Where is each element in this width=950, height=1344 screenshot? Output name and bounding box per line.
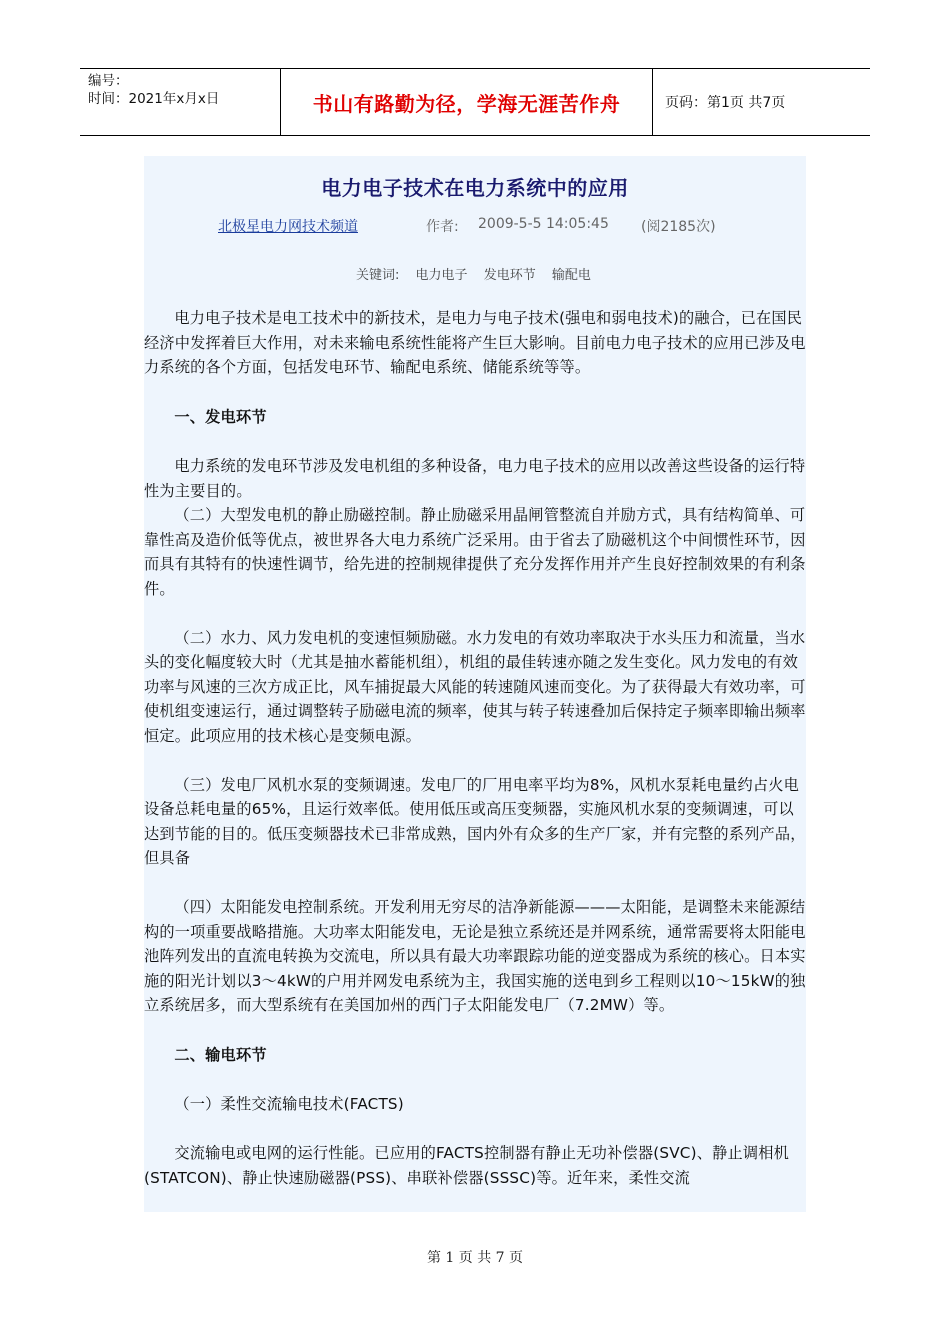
- paragraph: （二）大型发电机的静止励磁控制。静止励磁采用晶闸管整流自并励方式，具有结构简单、可靠性高及造价低等优点，被世界各大电力系统广泛采用。由于省去了励磁机这个中间惯性环节，因而具有其特有的快速性调节，给先进的控制规律提供了充分发挥作用并产生良好控制效果的有利条件。: [144, 506, 806, 598]
- subheading: （一）柔性交流输电技术(FACTS): [174, 1095, 404, 1113]
- author-label: 作者:: [426, 219, 459, 235]
- publish-date: 2009-5-5 14:05:45: [478, 216, 609, 232]
- intro-paragraph: 电力电子技术是电工技术中的新技术，是电力与电子技术(强电和弱电技术)的融合，已在国民经济中发挥着巨大作用，对未来输电系统性能将产生巨大影响。目前电力电子技术的应用已涉及电力系统的各个方面，包括发电环节、输配电系统、储能系统等等。: [144, 309, 806, 376]
- paragraph: 电力系统的发电环节涉及发电机组的多种设备，电力电子技术的应用以改善这些设备的运行特性为主要目的。: [144, 457, 806, 500]
- page-footer: 第 1 页 共 7 页: [426, 1250, 524, 1266]
- section-heading: 一、发电环节: [174, 407, 267, 426]
- paragraph: 交流输电或电网的运行性能。已应用的FACTS控制器有静止无功补偿器(SVC)、静止调相机(STATCON)、静止快速励磁器(PSS)、串联补偿器(SSSC)等。近年来，柔性交流: [144, 1144, 790, 1187]
- header-page-info: 页码：第1页 共7页: [665, 95, 786, 111]
- article-title: 电力电子技术在电力系统中的应用: [321, 176, 629, 200]
- header-meta-cell: [80, 69, 281, 135]
- header-motto: 书山有路勤为径，学海无涯苦作舟: [281, 69, 653, 135]
- article-body: [144, 306, 806, 1190]
- section-heading: 二、输电环节: [174, 1045, 267, 1064]
- read-count: (阅2185次): [641, 219, 716, 235]
- article-box: [144, 156, 806, 1212]
- time-label: 时间：2021年x月x日: [88, 91, 220, 107]
- paragraph: （二）水力、风力发电机的变速恒频励磁。水力发电的有效功率取决于水头压力和流量，当水头的变化幅度较大时（尤其是抽水蓄能机组），机组的最佳转速亦随之发生变化。风力发电的有效功率与风速的三次方成正比，风车捕捉最大风能的转速随风速而变化。为了获得最大有效功率，可使机组变速运行，通过调整转子励磁电流的频率，使其与转子转速叠加后保持定子频率即输出频率恒定。此项应用的技术核心是变频电源。: [144, 628, 806, 745]
- keyword-item: 发电环节: [483, 268, 536, 283]
- number-label: 编号：: [88, 73, 129, 89]
- document-header: [80, 68, 870, 136]
- keywords-line: [356, 264, 603, 283]
- keywords-label: 关键词:: [356, 268, 400, 283]
- paragraph: （四）太阳能发电控制系统。开发利用无穷尽的洁净新能源———太阳能，是调整未来能源结构的一项重要战略措施。大功率太阳能发电，无论是独立系统还是并网系统，通常需要将太阳能电池阵列发出的直流电转换为交流电，所以具有最大功率跟踪功能的逆变器成为系统的核心。日本实施的阳光计划以3～4kW的户用并网发电系统为主，我国实施的送电到乡工程则以10～15kW的独立系统居多，而大型系统有在美国加州的西门子太阳能发电厂（7.2MW）等。: [144, 898, 806, 1014]
- keyword-item: 电力电子: [415, 268, 468, 283]
- source-link[interactable]: 北极星电力网技术频道: [218, 219, 358, 235]
- keyword-item: 输配电: [551, 268, 591, 283]
- paragraph: （三）发电厂风机水泵的变频调速。发电厂的厂用电率平均为8%，风机水泵耗电量约占火电设备总耗电量的65%，且运行效率低。使用低压或高压变频器，实施风机水泵的变频调速，可以达到节能的目的。低压变频器技术已非常成熟，国内外有众多的生产厂家，并有完整的系列产品，但具备: [144, 775, 806, 867]
